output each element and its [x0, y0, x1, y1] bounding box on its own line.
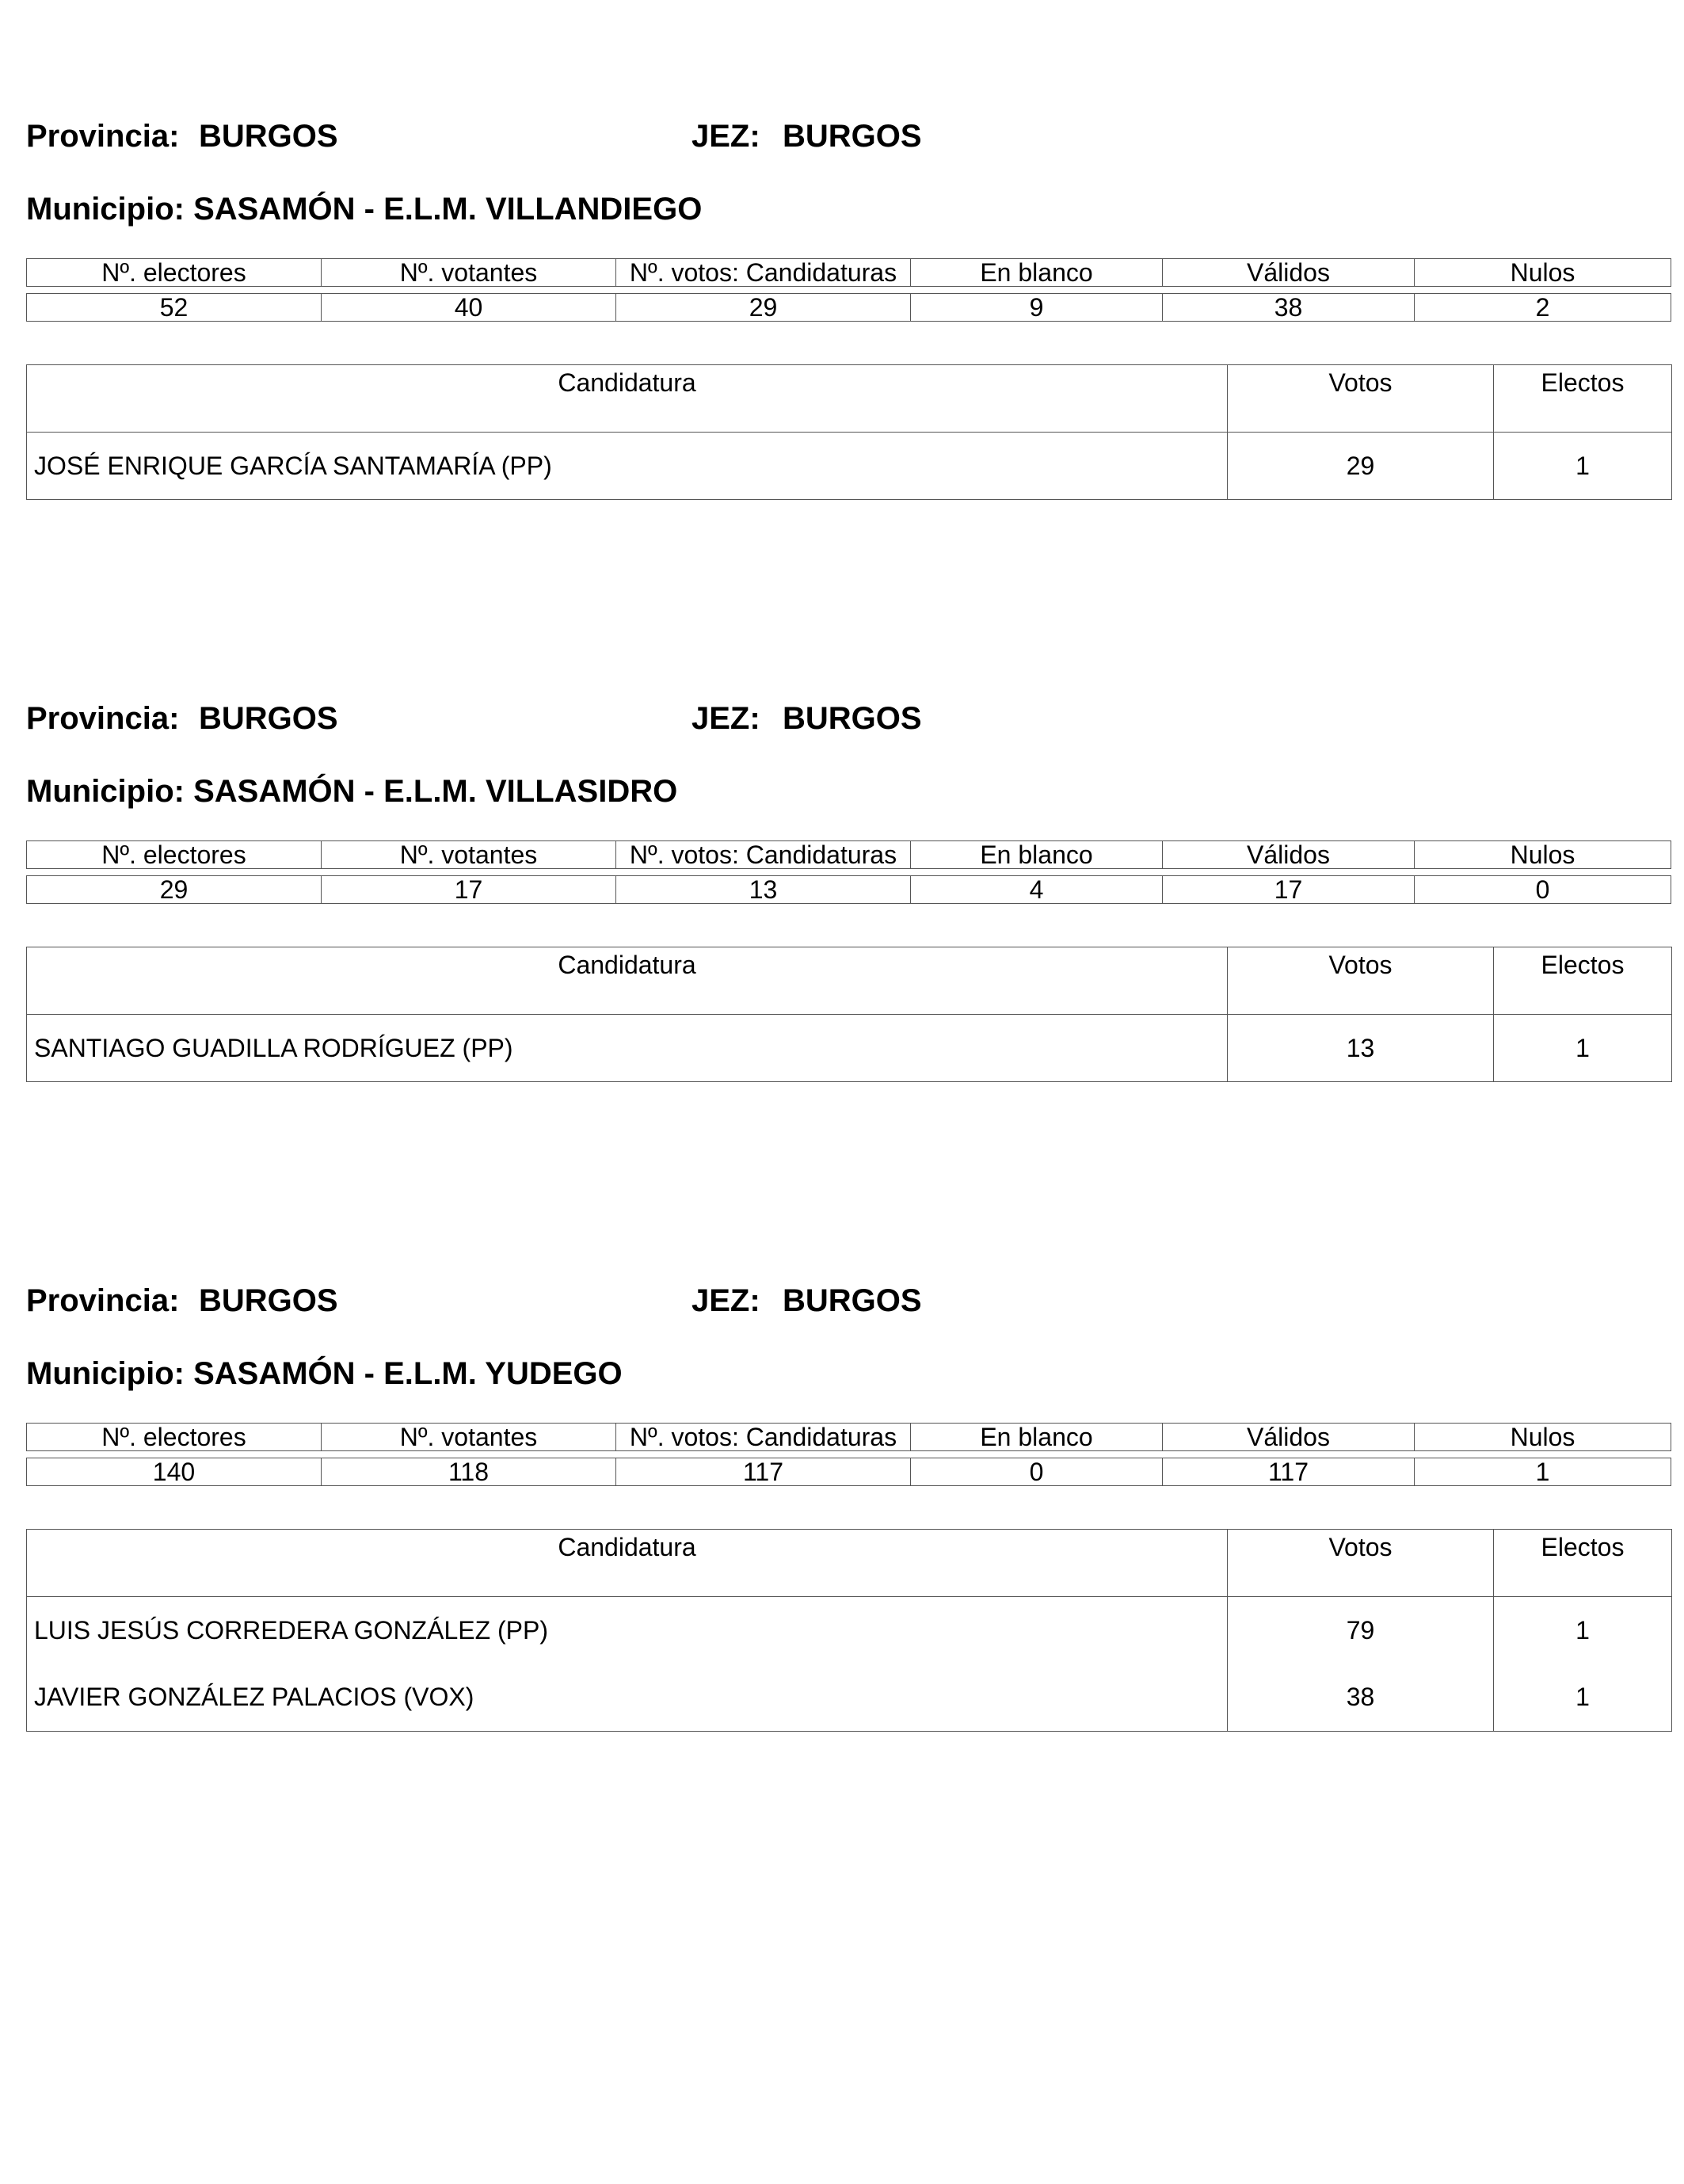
header-votantes: Nº. votantes: [321, 1423, 615, 1451]
header-nulos: Nulos: [1414, 840, 1671, 869]
candidates-table: [26, 1529, 1672, 1732]
value-en-blanco: 9: [910, 293, 1162, 322]
candidate-row: [27, 1597, 1672, 1664]
provincia-label: Provincia:: [26, 119, 180, 154]
header-electores: Nº. electores: [26, 840, 321, 869]
candidate-electos: 1: [1494, 433, 1672, 500]
provincia-value: BURGOS: [199, 119, 338, 154]
value-validos: 117: [1162, 1458, 1414, 1486]
header-electores: Nº. electores: [26, 1423, 321, 1451]
value-votantes: 118: [321, 1458, 615, 1486]
header-en-blanco: En blanco: [910, 258, 1162, 287]
header-nulos: Nulos: [1414, 1423, 1671, 1451]
summary-value-row: [26, 293, 1671, 322]
value-votos-candidaturas: 29: [615, 293, 910, 322]
candidate-name: JOSÉ ENRIQUE GARCÍA SANTAMARÍA (PP): [27, 433, 1228, 500]
value-nulos: 0: [1414, 875, 1671, 904]
value-votantes: 17: [321, 875, 615, 904]
candidate-row: [27, 1015, 1672, 1082]
summary-header-row: [26, 1423, 1671, 1451]
value-votos-candidaturas: 117: [615, 1458, 910, 1486]
jez-label: JEZ:: [692, 119, 760, 154]
jez-value: BURGOS: [783, 119, 922, 154]
header-candidatura: Candidatura: [27, 365, 1228, 433]
header-candidatura: Candidatura: [27, 1530, 1228, 1597]
header-electos: Electos: [1494, 365, 1672, 433]
value-nulos: 2: [1414, 293, 1671, 322]
value-nulos: 1: [1414, 1458, 1671, 1486]
summary-table: [26, 1416, 1671, 1492]
candidate-row: [27, 433, 1672, 500]
municipio-label: Municipio:: [26, 1356, 185, 1391]
candidate-name: LUIS JESÚS CORREDERA GONZÁLEZ (PP): [27, 1597, 1228, 1664]
municipio-title: [26, 772, 677, 810]
header-validos: Válidos: [1162, 840, 1414, 869]
candidate-votos: 13: [1228, 1015, 1494, 1082]
header-votos: Votos: [1228, 1530, 1494, 1597]
value-validos: 17: [1162, 875, 1414, 904]
jez-label: JEZ:: [692, 1283, 760, 1318]
municipio-title: [26, 190, 702, 228]
summary-header-row: [26, 258, 1671, 287]
municipio-value: SASAMÓN - E.L.M. VILLANDIEGO: [193, 192, 703, 227]
header-votos: Votos: [1228, 365, 1494, 433]
candidate-votos: 79: [1228, 1597, 1494, 1664]
value-validos: 38: [1162, 293, 1414, 322]
candidate-electos: 1: [1494, 1597, 1672, 1664]
value-votos-candidaturas: 13: [615, 875, 910, 904]
candidates-header-row: [27, 365, 1672, 433]
header-votos-candidaturas: Nº. votos: Candidaturas: [615, 258, 910, 287]
header-validos: Válidos: [1162, 1423, 1414, 1451]
header-en-blanco: En blanco: [910, 840, 1162, 869]
candidates-table: [26, 364, 1672, 500]
value-electores: 52: [26, 293, 321, 322]
candidate-electos: 1: [1494, 1664, 1672, 1732]
value-electores: 140: [26, 1458, 321, 1486]
header-electos: Electos: [1494, 947, 1672, 1015]
candidate-name: JAVIER GONZÁLEZ PALACIOS (VOX): [27, 1664, 1228, 1732]
header-votos-candidaturas: Nº. votos: Candidaturas: [615, 840, 910, 869]
header-electos: Electos: [1494, 1530, 1672, 1597]
header-validos: Válidos: [1162, 258, 1414, 287]
summary-value-row: [26, 1458, 1671, 1486]
candidate-votos: 38: [1228, 1664, 1494, 1732]
header-votos: Votos: [1228, 947, 1494, 1015]
candidate-votos: 29: [1228, 433, 1494, 500]
municipio-value: SASAMÓN - E.L.M. VILLASIDRO: [193, 774, 678, 809]
header-en-blanco: En blanco: [910, 1423, 1162, 1451]
header-votantes: Nº. votantes: [321, 840, 615, 869]
provincia-value: BURGOS: [199, 701, 338, 736]
header-nulos: Nulos: [1414, 258, 1671, 287]
candidate-row: [27, 1664, 1672, 1732]
summary-table: [26, 834, 1671, 910]
municipio-label: Municipio:: [26, 192, 185, 227]
provincia-value: BURGOS: [199, 1283, 338, 1318]
value-en-blanco: 4: [910, 875, 1162, 904]
jez-value: BURGOS: [783, 1283, 922, 1318]
municipio-label: Municipio:: [26, 774, 185, 809]
summary-value-row: [26, 875, 1671, 904]
header-votos-candidaturas: Nº. votos: Candidaturas: [615, 1423, 910, 1451]
value-electores: 29: [26, 875, 321, 904]
provincia-label: Provincia:: [26, 701, 180, 736]
municipio-value: SASAMÓN - E.L.M. YUDEGO: [193, 1356, 623, 1391]
candidates-table: [26, 947, 1672, 1082]
jez-label: JEZ:: [692, 701, 760, 736]
candidates-header-row: [27, 947, 1672, 1015]
candidate-electos: 1: [1494, 1015, 1672, 1082]
value-votantes: 40: [321, 293, 615, 322]
summary-table: [26, 252, 1671, 328]
candidates-header-row: [27, 1530, 1672, 1597]
provincia-label: Provincia:: [26, 1283, 180, 1318]
candidate-name: SANTIAGO GUADILLA RODRÍGUEZ (PP): [27, 1015, 1228, 1082]
jez-value: BURGOS: [783, 701, 922, 736]
summary-header-row: [26, 840, 1671, 869]
value-en-blanco: 0: [910, 1458, 1162, 1486]
header-votantes: Nº. votantes: [321, 258, 615, 287]
municipio-title: [26, 1355, 623, 1393]
header-electores: Nº. electores: [26, 258, 321, 287]
header-candidatura: Candidatura: [27, 947, 1228, 1015]
